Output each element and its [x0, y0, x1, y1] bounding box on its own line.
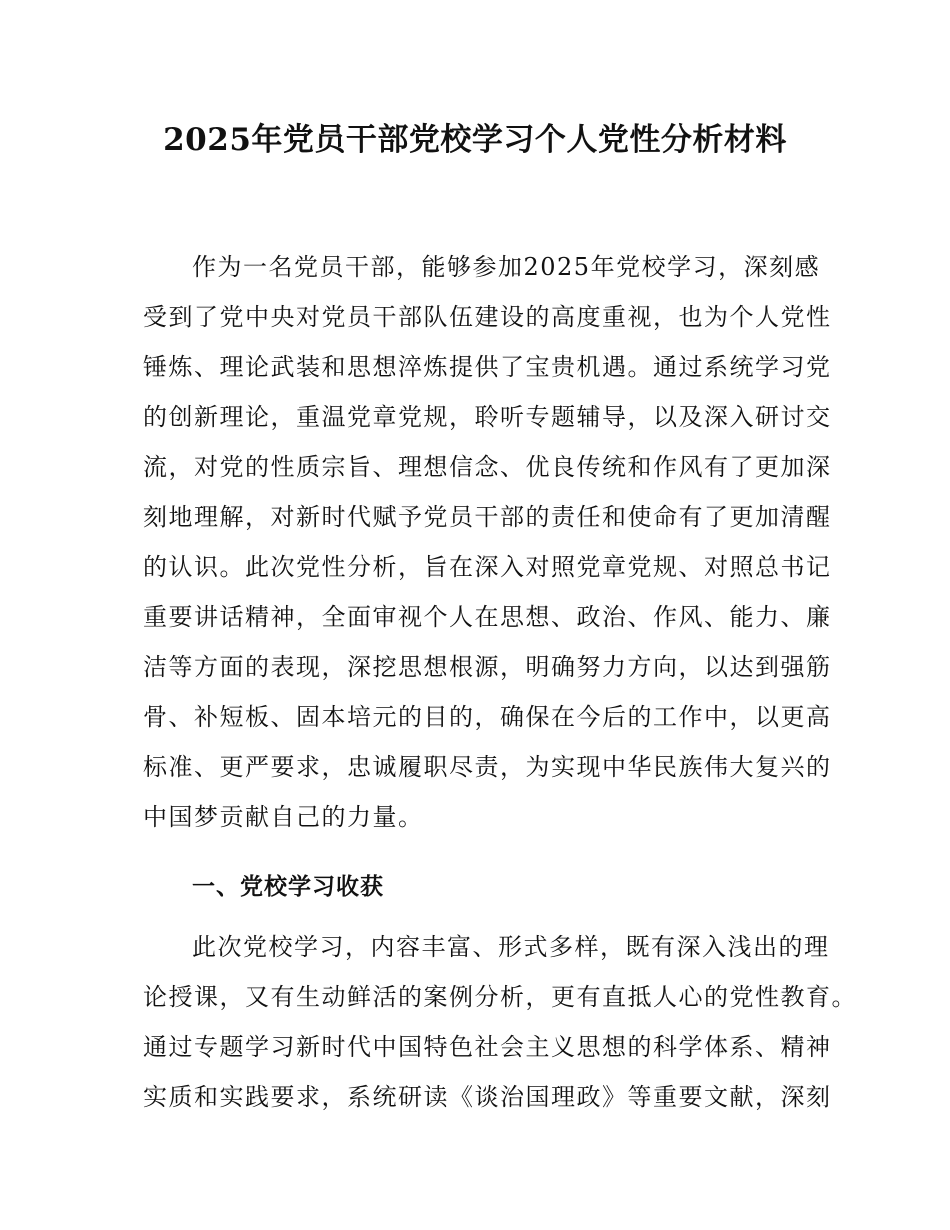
paragraph-line: 骨、补短板、固本培元的目的，确保在今后的工作中，以更高: [143, 703, 832, 731]
paragraph-line: 流，对党的性质宗旨、理想信念、优良传统和作风有了更加深: [143, 453, 832, 481]
document-title: 2025年党员干部党校学习个人党性分析材料: [163, 122, 787, 158]
paragraph-line: 通过专题学习新时代中国特色社会主义思想的科学体系、精神: [143, 1033, 832, 1061]
paragraph-line: 标准、更严要求，忠诚履职尽责，为实现中华民族伟大复兴的: [143, 753, 832, 781]
paragraph-line: 洁等方面的表现，深挖思想根源，明确努力方向，以达到强筋: [143, 653, 832, 681]
paragraph-line: 作为一名党员干部，能够参加2025年党校学习，深刻感: [192, 253, 821, 281]
paragraph-line: 受到了党中央对党员干部队伍建设的高度重视，也为个人党性: [143, 303, 832, 331]
paragraph-line: 重要讲话精神，全面审视个人在思想、政治、作风、能力、廉: [143, 603, 832, 631]
paragraph-line: 此次党校学习，内容丰富、形式多样，既有深入浅出的理: [192, 933, 830, 961]
paragraph-line: 实质和实践要求，系统研读《谈治国理政》等重要文献，深刻: [143, 1083, 832, 1111]
section-heading: 一、党校学习收获: [192, 874, 384, 900]
paragraph-line: 刻地理解，对新时代赋予党员干部的责任和使命有了更加清醒: [143, 503, 832, 531]
paragraph-line: 论授课，又有生动鲜活的案例分析，更有直抵人心的党性教育。: [143, 983, 857, 1011]
paragraph-line: 的创新理论，重温党章党规，聆听专题辅导，以及深入研讨交: [143, 403, 832, 431]
paragraph-line: 的认识。此次党性分析，旨在深入对照党章党规、对照总书记: [143, 553, 832, 581]
paragraph-line: 锤炼、理论武装和思想淬炼提供了宝贵机遇。通过系统学习党: [143, 353, 832, 381]
section1-paragraph: [143, 922, 857, 1122]
paragraph-line: 中国梦贡献自己的力量。: [143, 803, 424, 831]
intro-paragraph: [143, 242, 832, 842]
